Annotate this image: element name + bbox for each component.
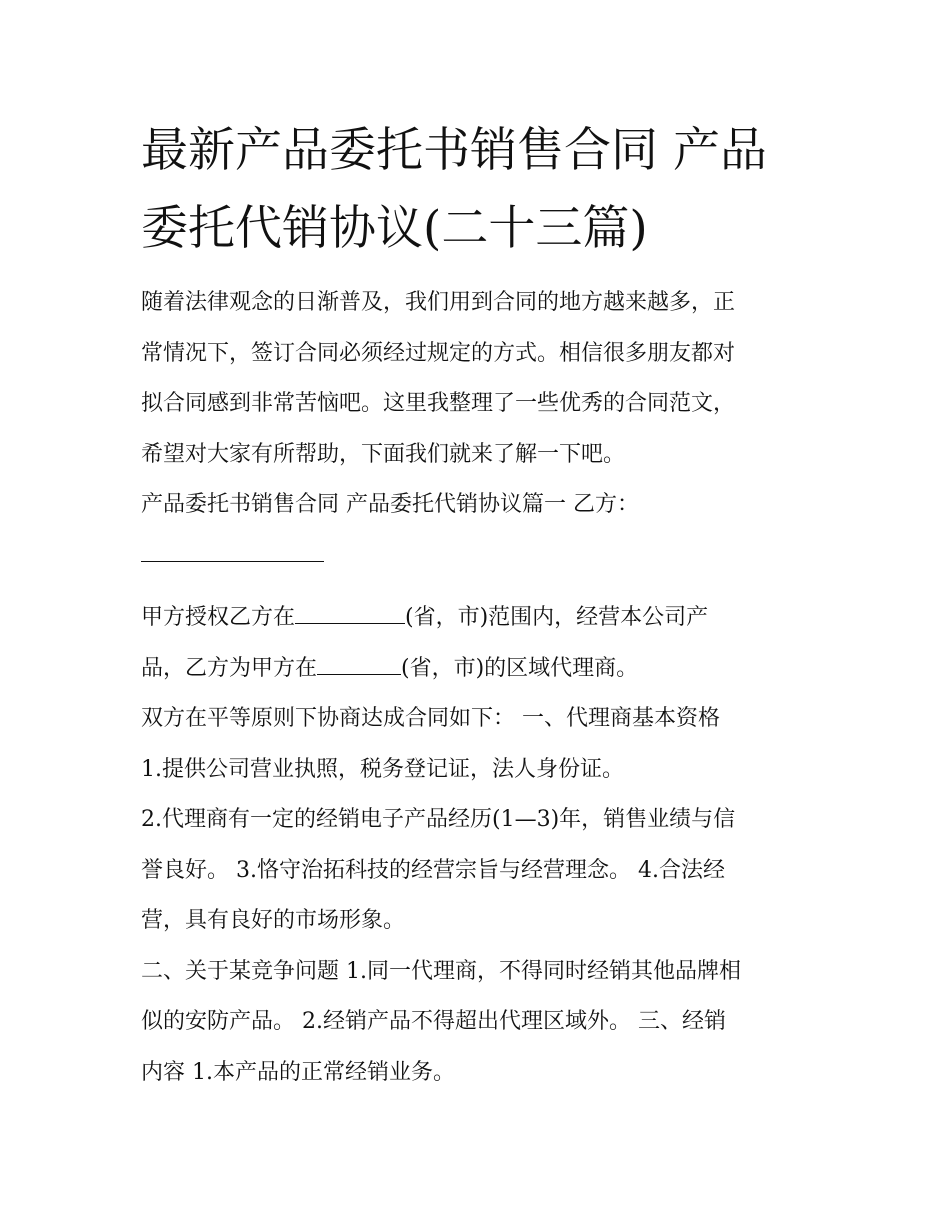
intro-line: 拟合同感到非常苦恼吧。这里我整理了一些优秀的合同范文， xyxy=(141,391,736,416)
clause-line: 双方在平等原则下协商达成合同如下： 一、代理商基本资格 xyxy=(141,706,720,731)
clause-line: 2.代理商有一定的经销电子产品经历(1—3)年，销售业绩与信 xyxy=(141,807,736,832)
clause-line: 1.提供公司营业执照，税务登记证，法人身份证。 xyxy=(141,756,624,782)
grant-text: 品，乙方为甲方在 xyxy=(141,655,318,681)
intro-line: 常情况下，签订合同必须经过规定的方式。相信很多朋友都对 xyxy=(141,340,736,366)
clause-line: 营，具有良好的市场形象。 xyxy=(141,908,406,933)
section-heading: 产品委托书销售合同 产品委托代销协议篇一 乙方： xyxy=(141,492,639,517)
grant-text: (省，市)范围内，经营本公司产 xyxy=(405,605,709,630)
document-page xyxy=(141,112,813,1098)
fill-in-blank xyxy=(295,602,405,624)
intro-line: 希望对大家有所帮助，下面我们就来了解一下吧。 xyxy=(141,441,626,467)
party-b-blank-line xyxy=(141,531,813,582)
clause-line: 二、关于某竞争问题 1.同一代理商，不得同时经销其他品牌相 xyxy=(141,958,741,984)
spacer xyxy=(141,581,813,593)
grant-line-1 xyxy=(141,593,813,644)
fill-in-blank xyxy=(141,540,324,562)
grant-line-2 xyxy=(141,644,813,695)
grant-text: (省，市)的区域代理商。 xyxy=(401,655,639,681)
title-line-1: 最新产品委托书销售合同 产品 xyxy=(141,123,767,178)
fill-in-blank xyxy=(317,653,401,675)
clause-line: 内容 1.本产品的正常经销业务。 xyxy=(141,1059,455,1085)
clause-line: 誉良好。 3.恪守治拓科技的经营宗旨与经营理念。 4.合法经 xyxy=(141,857,725,883)
title-line-2: 委托代销协议(二十三篇) xyxy=(141,201,648,256)
document-title xyxy=(141,112,813,268)
clause-line: 似的安防产品。 2.经销产品不得超出代理区域外。 三、经销 xyxy=(141,1009,726,1034)
grant-text: 甲方授权乙方在 xyxy=(141,605,296,630)
intro-line: 随着法律观念的日渐普及，我们用到合同的地方越来越多，正 xyxy=(141,290,736,315)
